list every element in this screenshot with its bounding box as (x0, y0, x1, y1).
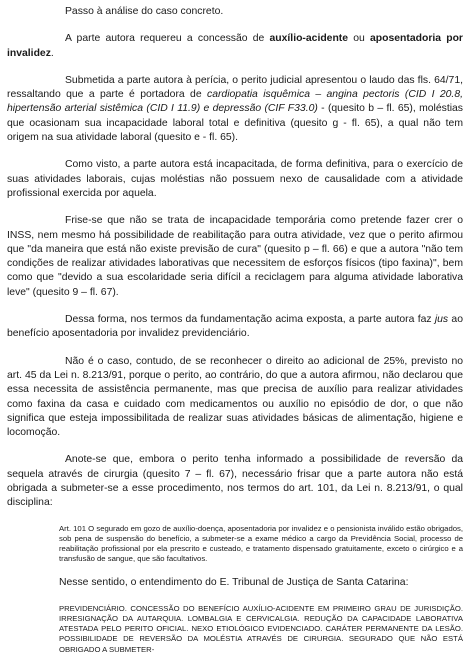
text-fragment: A parte autora requereu a concessão de (65, 33, 270, 45)
text-fragment: ou (348, 33, 371, 45)
paragraph-conclusion (7, 313, 463, 342)
text-fragment: Submetida a parte autora à perícia, o perito judicial apresentou o laudo das fls. 64/71, ressaltando que a parte é portadora de (7, 74, 463, 101)
ementa-block: PREVIDENCIÁRIO. CONCESSÃO DO BENEFÍCIO AUXÍLIO-ACIDENTE EM PRIMEIRO GRAU DE JURISDIÇÃO. IRRESIGNAÇÃO DA AUTARQUIA. LOMBALGIA E CERVICALGIA. REDUÇÃO DA CAPACIDADE LABORATIVA ATESTADA PELO PERITO OFICIAL. NEXO ETIOLÓGICO EVIDENCIADO. CARÁTER PERMANENTE DA LESÃO. POSSIBILIDADE DE REVERSÃO DA MOLÉSTIA ATRAVÉS DE CIRURGIA. SEGURADO QUE NÃO ESTÁ OBRIGADO A SUBMETER- (59, 603, 463, 654)
paragraph-surgery: Anote-se que, embora o perito tenha informado a possibilidade de reversão da sequela através de cirurgia (quesito 7 – fl. 67), necessário frisar que a parte autora não está obrigada a submeter-se a esse procedimento, nos termos do art. 101, da Lei n. 8.213/91, o qual disciplina: (7, 454, 463, 509)
text-fragment: . (50, 47, 54, 59)
paragraph-not-temporary: Frise-se que não se trata de incapacidade temporária como pretende fazer crer o INSS, nem mesmo há possibilidade de reabilitação para outra atividade, vez que o perito afirmou que "da maneira que está não existe previsão de cura" (quesito p – fl. 66) e que a autora "não tem condições de realizar atividades laborativas que necessitem de esforços físicos (tipo faxina)", bem como que "devido a sua escolaridade seria difícil a reciclagem para alguma atividade laborativa leve" (quesito 9 – fl. 67). (7, 215, 463, 298)
legal-quote-art-101: Art. 101 O segurado em gozo de auxílio-doença, aposentadoria por invalidez e o pensionista inválido estão obrigados, sob pena de suspensão do benefício, a submeter-se a exame médico a cargo da Previdência Social, processo de reabilitação profissional por ela prescrito e custeado, e tratamento dispensado gratuitamente, exceto o cirúrgico e a transfusão de sangue, que são facultativos. (59, 523, 463, 564)
paragraph-tribunal-lead: Nesse sentido, o entendimento do E. Tribunal de Justiça de Santa Catarina: (59, 577, 409, 589)
paragraph-analysis-intro: Passo à análise do caso concreto. (65, 6, 224, 17)
paragraph-incapacity: Como visto, a parte autora está incapacitada, de forma definitiva, para o exercício de suas atividades laborais, cujas moléstias não possuem nexo de causalidade com a atividade profissional exercida por aquela. (7, 159, 463, 199)
paragraph-request (7, 32, 463, 61)
italic-jus: jus (434, 314, 449, 326)
bold-term-auxilio-acidente: auxílio-acidente (269, 33, 349, 45)
paragraph-additional-25: Não é o caso, contudo, de se reconhecer o direito ao adicional de 25%, previsto no art. 45 da Lei n. 8.213/91, porque o perito, ao contrário, do que a autora afirmou, não declarou que essa necessita de assistência permanente, mas que precisa de auxílio para realizar atividades como faxina da casa e cuidado com medicamentos ou auxílio no episódio de dor, o que não significa que esteja impossibilitada de realizar suas atividades básicas de alimentação, higiene e locomoção. (7, 355, 463, 439)
text-fragment: ao benefício aposentadoria por invalidez previdenciário. (7, 314, 463, 340)
bold-term-aposentadoria: aposentadoria por invalidez (7, 33, 463, 59)
paragraph-expert-report (7, 74, 463, 145)
italic-diagnosis: cardiopatia isquêmica – angina pectoris (CID I 20.8, hipertensão arterial sistêmica (CID I 11.9) e depressão (CIF F33.0) (7, 89, 463, 115)
text-fragment: Dessa forma, nos termos da fundamentação acima exposta, a parte autora faz (65, 314, 435, 326)
text-fragment: - (quesito b – fl. 65), moléstias que ocasionam sua incapacidade laboral total e definitiva (quesito g - fl. 65), a qual não tem origem na sua atividade laboral (quesito e - fl. 65). (7, 103, 463, 144)
